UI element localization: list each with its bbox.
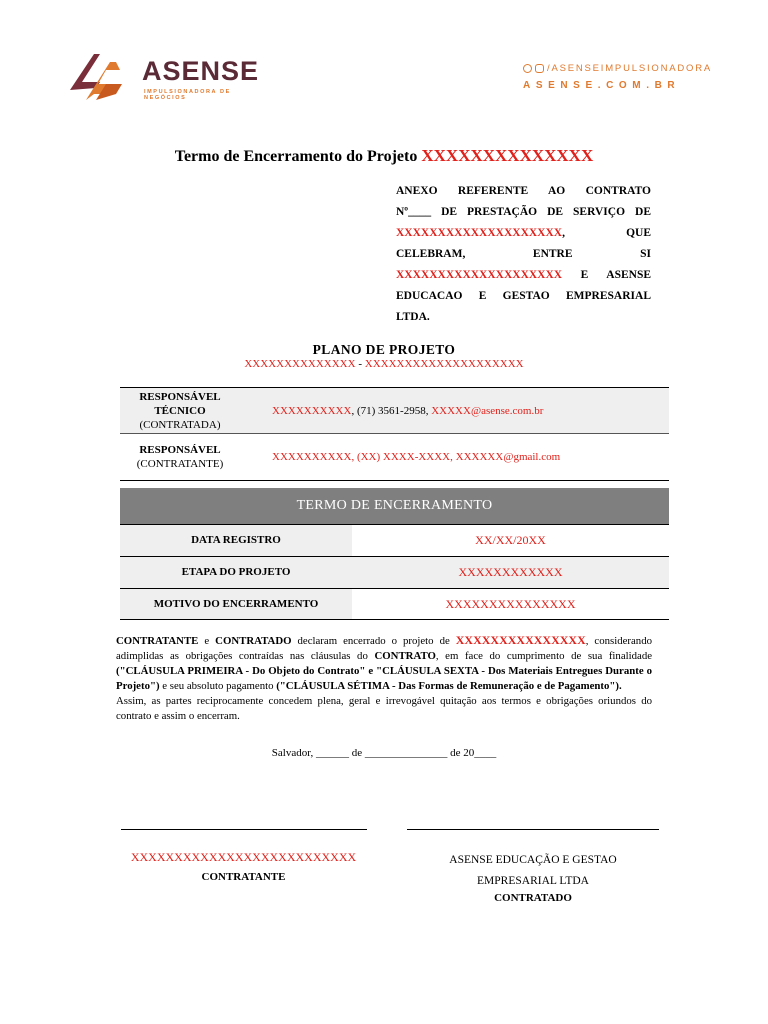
annex-line: EDUCACAO E GESTAO EMPRESARIAL xyxy=(396,290,651,302)
annex-line-rest: , QUE xyxy=(562,227,651,239)
responsibles-table xyxy=(120,387,669,481)
responsible-title: RESPONSÁVEL TÉCNICO xyxy=(139,390,221,417)
signature-right-name xyxy=(408,850,658,892)
signature-left-role: CONTRATANTE xyxy=(201,871,286,883)
plan-right: XXXXXXXXXXXXXXXXXXXX xyxy=(364,358,524,370)
annex-line-rest: E ASENSE xyxy=(580,269,652,281)
responsible-name: XXXXXXXXXX xyxy=(272,451,352,463)
annex-line: CELEBRAM, ENTRE SI xyxy=(396,248,651,260)
table-row xyxy=(120,588,669,620)
responsible-label xyxy=(120,390,240,432)
declaration-contract: CONTRATO xyxy=(374,650,436,662)
responsible-role: (CONTRATADA) xyxy=(139,418,221,431)
declaration-text: e xyxy=(198,635,216,647)
plan-separator: - xyxy=(355,358,365,370)
responsible-contact xyxy=(240,451,560,463)
responsible-title: RESPONSÁVEL xyxy=(139,444,221,456)
closure-key: ETAPA DO PROJETO xyxy=(120,557,352,588)
declaration-closing: Assim, as partes reciprocamente concedem plena, geral e irrevogável quitação aos termos e obrigações oriundos do contrato e assim o encerram. xyxy=(116,695,652,722)
signature-right-role: CONTRATADO xyxy=(494,892,572,904)
responsible-phone: , (71) 3561-2958, xyxy=(351,404,432,417)
place-date: Salvador, ______ de _______________ de 20____ xyxy=(271,747,497,759)
instagram-icon[interactable] xyxy=(535,64,544,73)
declaration-paragraph xyxy=(116,633,652,724)
table-row xyxy=(120,388,669,434)
signature-line-left xyxy=(121,829,367,830)
responsible-role: (CONTRATANTE) xyxy=(136,458,224,470)
annex-line xyxy=(396,265,651,286)
party-contratante: CONTRATANTE xyxy=(116,635,199,647)
annex-line: ANEXO REFERENTE AO CONTRATO xyxy=(396,185,651,197)
signature-left-name: XXXXXXXXXXXXXXXXXXXXXXXXXX xyxy=(130,850,357,864)
document-title xyxy=(0,146,768,166)
title-project: XXXXXXXXXXXXXX xyxy=(421,146,594,165)
closure-table xyxy=(120,488,669,620)
plan-heading: PLANO DE PROJETO xyxy=(312,342,456,357)
declaration-text: , em face do cumprimento de sua finalidade xyxy=(435,650,653,662)
declaration-text: declaram encerrado o projeto de xyxy=(291,635,456,647)
responsible-email-domain[interactable]: @gmail.com xyxy=(503,451,561,463)
facebook-icon[interactable] xyxy=(523,64,532,73)
brand-tagline: IMPULSIONADORA DE NEGÓCIOS xyxy=(144,89,231,101)
annex-line xyxy=(396,223,651,244)
table-row xyxy=(120,524,669,556)
asense-logo-mark-icon xyxy=(66,50,128,104)
annex-block xyxy=(396,181,651,328)
responsible-label xyxy=(120,443,240,471)
plan-subtitle xyxy=(0,358,768,370)
responsible-phone: , (XX) XXXX-XXXX, xyxy=(351,451,456,463)
responsible-contact xyxy=(240,405,543,417)
party-contratado: CONTRATADO xyxy=(215,635,292,647)
annex-party-placeholder: XXXXXXXXXXXXXXXXXXXX xyxy=(396,269,563,281)
responsible-email-domain[interactable]: @asense.com.br xyxy=(470,404,544,417)
closure-value: XXXXXXXXXXXXXXX xyxy=(445,597,576,611)
closure-heading: TERMO DE ENCERRAMENTO xyxy=(120,488,669,524)
declaration-text: , considerando adimplidas as obrigações contraídas nas cláusulas do xyxy=(116,635,652,662)
closure-key: MOTIVO DO ENCERRAMENTO xyxy=(120,589,352,619)
annex-party-placeholder: XXXXXXXXXXXXXXXXXXXX xyxy=(396,227,563,239)
signature-right-name-line: EMPRESARIAL LTDA xyxy=(477,875,589,887)
closure-value: XX/XX/20XX xyxy=(475,533,546,547)
responsible-email-user: XXXXXX xyxy=(455,451,504,463)
signature-line-right xyxy=(407,829,659,830)
responsible-name: XXXXXXXXXX xyxy=(272,404,352,417)
table-row xyxy=(120,556,669,588)
signature-right-name-line: ASENSE EDUCAÇÃO E GESTAO xyxy=(449,854,617,866)
title-prefix: Termo de Encerramento do Projeto xyxy=(174,148,418,165)
annex-line: Nº____ DE PRESTAÇÃO DE SERVIÇO DE xyxy=(396,206,651,218)
declaration-clauses: ("CLÁUSULA PRIMEIRA - Do Objeto do Contrato" e "CLÁUSULA SEXTA - Dos Materiais Entregues Durante o Projeto") xyxy=(116,665,652,692)
closure-value: XXXXXXXXXXXX xyxy=(458,565,563,579)
social-handle[interactable]: /ASENSEIMPULSIONADORA xyxy=(547,63,713,74)
asense-logo xyxy=(66,50,286,106)
declaration-payment-clause: ("CLÁUSULA SÉTIMA - Das Formas de Remuneração e de Pagamento"). xyxy=(276,680,622,692)
responsible-email-user: XXXXX xyxy=(431,404,471,417)
annex-line: LTDA. xyxy=(396,311,430,323)
letterhead xyxy=(0,0,768,120)
declaration-text: e seu absoluto pagamento xyxy=(159,680,277,692)
brand-name: ASENSE xyxy=(142,56,260,86)
website-link[interactable]: ASENSE.COM.BR xyxy=(523,80,681,91)
plan-left: XXXXXXXXXXXXXX xyxy=(244,358,356,370)
closure-key: DATA REGISTRO xyxy=(120,525,352,556)
social-links xyxy=(523,63,712,74)
table-row xyxy=(120,434,669,480)
declaration-project: XXXXXXXXXXXXXXX xyxy=(455,633,586,647)
